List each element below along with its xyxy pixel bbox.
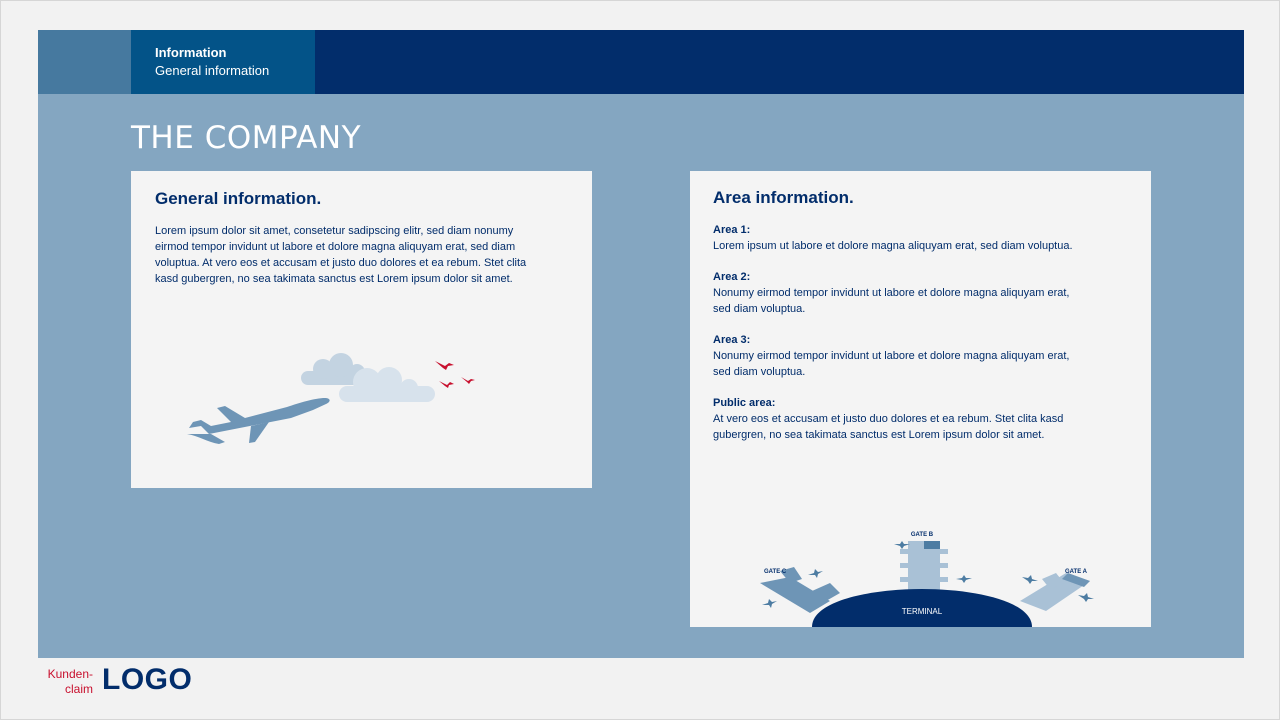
area-item bbox=[713, 332, 1083, 380]
general-info-heading: General information. bbox=[155, 189, 322, 208]
area-info-card bbox=[690, 171, 1151, 627]
gate-b-label: GATE B bbox=[910, 532, 934, 538]
area-info-heading: Area information. bbox=[713, 188, 854, 207]
section-tab[interactable] bbox=[131, 30, 315, 94]
airplane-icon bbox=[187, 398, 330, 444]
claim-line: claim bbox=[64, 682, 93, 696]
pier-gate-b bbox=[900, 541, 948, 596]
terminal-map-illustration bbox=[750, 521, 1100, 627]
customer-claim bbox=[41, 667, 93, 697]
claim-line: Kunden- bbox=[47, 667, 93, 681]
area-text: Nonumy eirmod tempor invidunt ut labore et dolore magna aliquyam erat, sed diam voluptua. bbox=[713, 350, 1070, 378]
general-info-body: Lorem ipsum dolor sit amet, consetetur sadipscing elitr, sed diam nonumy eirmod tempor invidunt ut labore et dolore magna aliquyam erat, sed diam voluptua. At vero eos et accusam et justo duo dolores et ea rebum. Stet clita kasd gubergren, no sea takimata sanctus est Lorem ipsum dolor sit amet. bbox=[155, 225, 527, 285]
area-item bbox=[713, 269, 1083, 317]
birds-icon bbox=[435, 361, 475, 388]
area-label: Area 3: bbox=[713, 334, 751, 346]
area-text: At vero eos et accusam et justo duo dolores et ea rebum. Stet clita kasd gubergren, no sea takimata sanctus est Lorem ipsum dolor sit amet. bbox=[713, 413, 1064, 441]
area-item bbox=[713, 222, 1083, 254]
page-title: THE COMPANY bbox=[131, 120, 362, 156]
area-text: Lorem ipsum ut labore et dolore magna aliquyam erat, sed diam voluptua. bbox=[713, 240, 1073, 252]
content-area bbox=[38, 94, 1244, 658]
top-bar-accent bbox=[38, 30, 131, 94]
area-label: Area 1: bbox=[713, 224, 751, 236]
terminal-label: TERMINAL bbox=[901, 607, 943, 616]
airplane-illustration bbox=[181, 346, 481, 461]
gate-c-label: GATE C bbox=[764, 569, 787, 575]
top-bar bbox=[38, 30, 1244, 94]
general-info-card bbox=[131, 171, 592, 488]
area-text: Nonumy eirmod tempor invidunt ut labore et dolore magna aliquyam erat, sed diam voluptua. bbox=[713, 287, 1070, 315]
section-title: Information bbox=[155, 45, 227, 60]
section-subtitle: General information bbox=[155, 63, 270, 78]
logo: LOGO bbox=[102, 663, 193, 696]
area-label: Public area: bbox=[713, 397, 776, 409]
gate-a-label: GATE A bbox=[1065, 569, 1087, 575]
area-item bbox=[713, 395, 1083, 443]
area-label: Area 2: bbox=[713, 271, 751, 283]
